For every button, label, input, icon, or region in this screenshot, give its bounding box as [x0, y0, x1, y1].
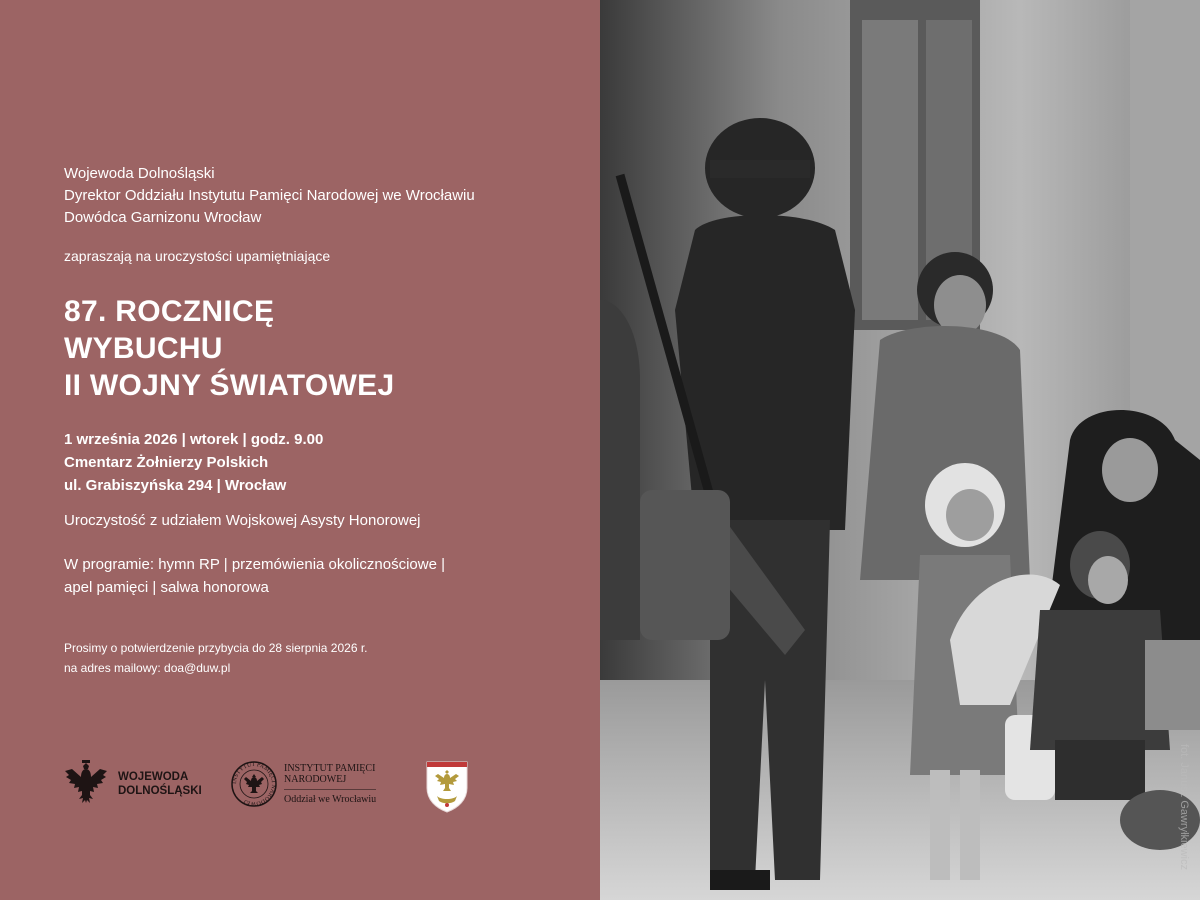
rsvp-line-1: Prosimy o potwierdzenie przybycia do 28 sierpnia 2026 r.	[64, 641, 368, 655]
host-ipn-director: Dyrektor Oddziału Instytutu Pamięci Narodowej we Wrocławiu	[64, 187, 475, 204]
event-details	[64, 428, 323, 497]
event-venue: Cmentarz Żołnierzy Polskich	[64, 454, 269, 471]
event-title	[64, 293, 394, 404]
wartime-photo-illustration	[600, 0, 1200, 900]
rsvp-line-2: na adres mailowy: doa@duw.pl	[64, 661, 231, 675]
ipn-logo	[230, 760, 376, 808]
garrison-logo	[424, 758, 470, 821]
voivode-logo-text: WOJEWODA DOLNOŚLĄSKI	[118, 771, 202, 797]
hosts-list	[64, 163, 475, 229]
host-voivode: Wojewoda Dolnośląski	[64, 165, 215, 182]
ipn-logo-text: INSTYTUT PAMIĘCI NARODOWEJ Oddział we Wrocławiu	[284, 763, 377, 805]
title-line-1: 87. ROCZNICĘ	[64, 295, 275, 328]
photo-credit: fot. Janusz Gawryłkiewicz	[1178, 744, 1190, 870]
ipn-division: Oddział we Wrocławiu	[284, 794, 377, 805]
garrison-shield-icon	[424, 758, 470, 816]
event-address: ul. Grabiszyńska 294 | Wrocław	[64, 477, 287, 494]
host-garrison-commander: Dowódca Garnizonu Wrocław	[64, 209, 262, 226]
voivode-logo	[62, 757, 202, 811]
program-line-1: W programie: hymn RP | przemówienia okolicznościowe |	[64, 556, 445, 573]
title-line-3: II WOJNY ŚWIATOWEJ	[64, 369, 395, 402]
event-date-time: 1 września 2026 | wtorek | godz. 9.00	[64, 431, 324, 448]
partner-logos	[62, 752, 582, 822]
rsvp-note	[64, 638, 368, 678]
invite-text: zapraszają na uroczystości upamiętniające	[64, 248, 331, 264]
polish-eagle-icon	[62, 757, 110, 811]
historical-photo	[600, 0, 1200, 900]
title-line-2: WYBUCHU	[64, 332, 223, 365]
program-line-2: apel pamięci | salwa honorowa	[64, 579, 269, 596]
ipn-seal-icon	[230, 760, 278, 808]
ipn-seal-text: INSTYTUT PAMIĘCI NARODOWEJ	[231, 761, 277, 807]
event-program	[64, 553, 445, 599]
honor-guard-note: Uroczystość z udziałem Wojskowej Asysty Honorowej	[64, 512, 421, 529]
